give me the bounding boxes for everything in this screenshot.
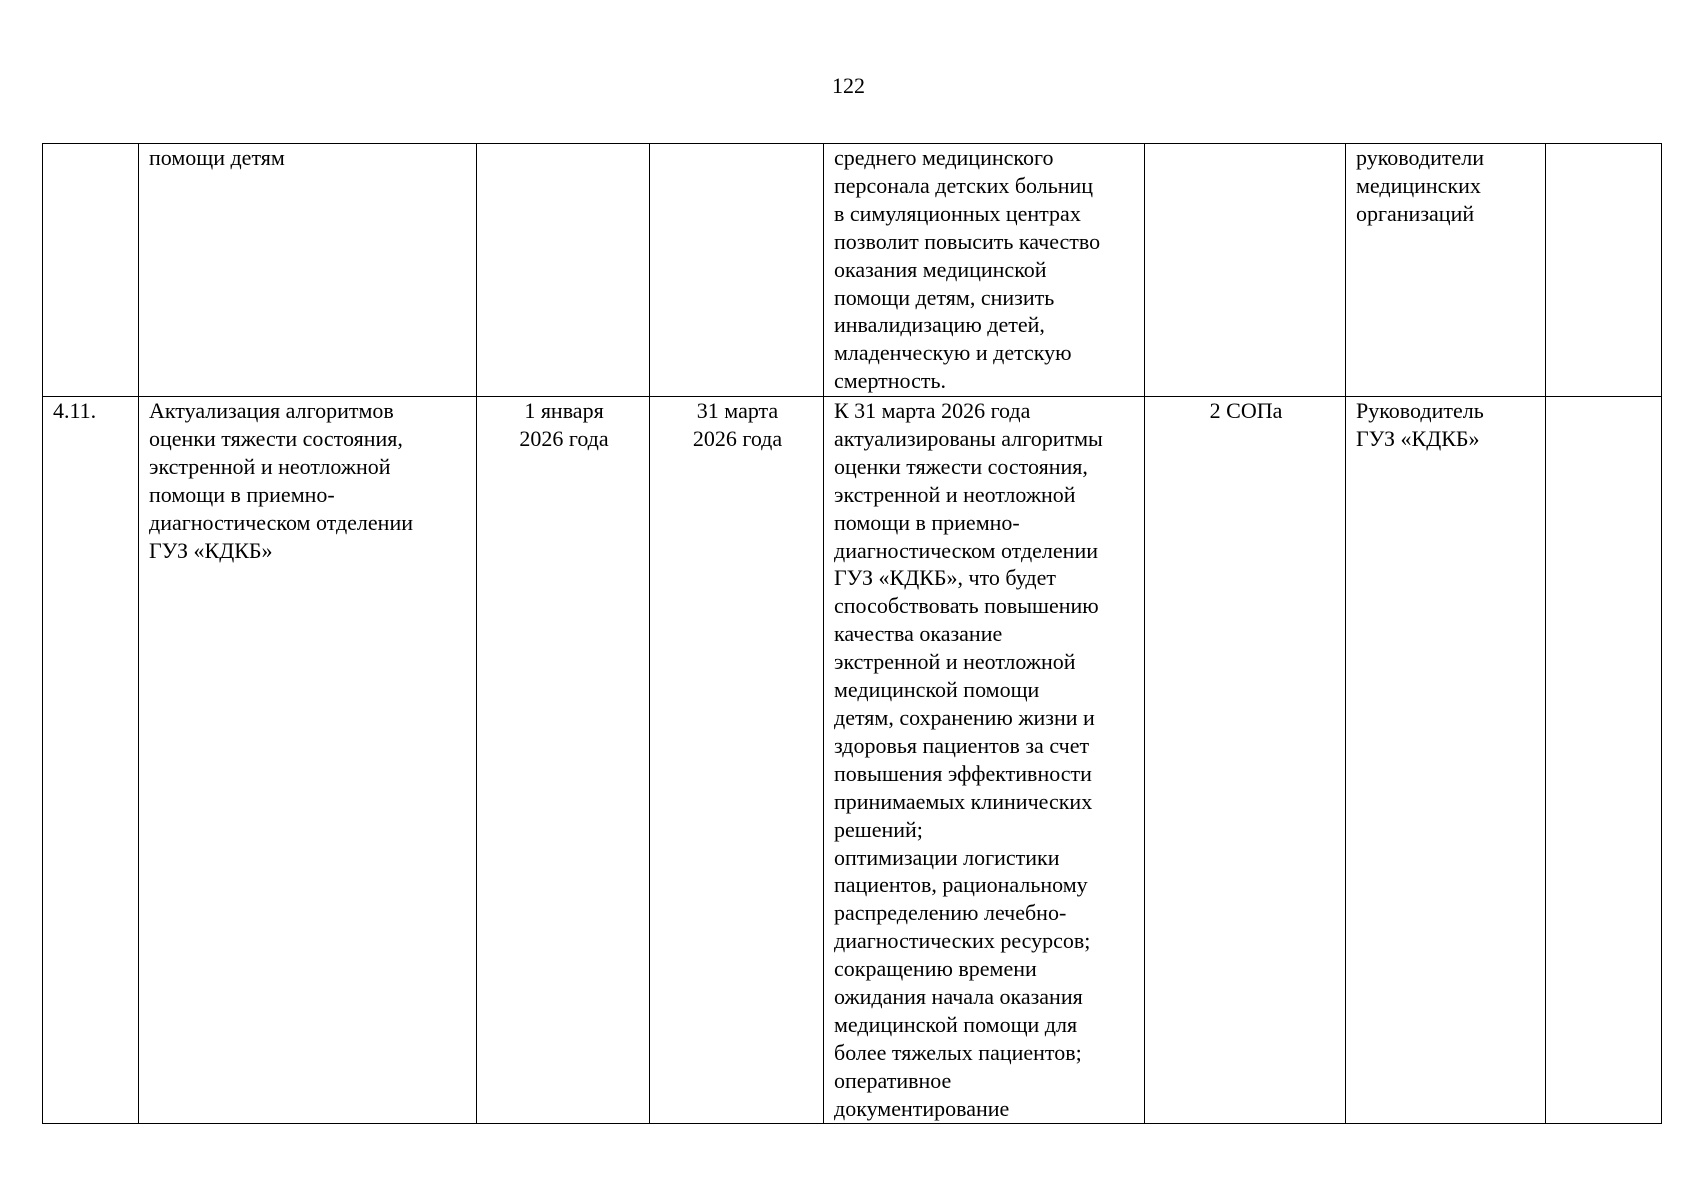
- indicator-cell: [1145, 144, 1346, 397]
- responsible-cell: руководители медицинских организаций: [1346, 144, 1546, 397]
- page-number: 122: [832, 73, 865, 98]
- activity-cell: помощи детям: [139, 144, 477, 397]
- activity-cell: Актуализация алгоритмов оценки тяжести состояния, экстренной и неотложной помощи в приемно- диагностическом отделении ГУЗ «КДКБ»: [139, 397, 477, 1124]
- end-date-cell: [650, 144, 824, 397]
- indicator-cell: 2 СОПа: [1145, 397, 1346, 1124]
- end-date-cell: 31 марта 2026 года: [650, 397, 824, 1124]
- row-number-cell: 4.11.: [43, 397, 139, 1124]
- row-number-cell: [43, 144, 139, 397]
- extra-cell: [1546, 397, 1662, 1124]
- expected-result-cell: среднего медицинского персонала детских больниц в симуляционных центрах позволит повысить качество оказания медицинской помощи детям, снизить инвалидизацию детей, младенческую и детскую смертность.: [824, 144, 1145, 397]
- table-row: [43, 144, 1662, 397]
- plan-table: [42, 143, 1662, 1124]
- responsible-cell: Руководитель ГУЗ «КДКБ»: [1346, 397, 1546, 1124]
- extra-cell: [1546, 144, 1662, 397]
- table-row: [43, 397, 1662, 1124]
- expected-result-cell: К 31 марта 2026 года актуализированы алгоритмы оценки тяжести состояния, экстренной и неотложной помощи в приемно- диагностическом отделении ГУЗ «КДКБ», что будет способствовать повышению качества оказание экстренной и неотложной медицинской помощи детям, сохранению жизни и здоровья пациентов за счет повышения эффективности принимаемых клинических решений; оптимизации логистики пациентов, рациональному распределению лечебно- диагностических ресурсов; сокращению времени ожидания начала оказания медицинской помощи для более тяжелых пациентов; оперативное документирование: [824, 397, 1145, 1124]
- start-date-cell: [477, 144, 650, 397]
- start-date-cell: 1 января 2026 года: [477, 397, 650, 1124]
